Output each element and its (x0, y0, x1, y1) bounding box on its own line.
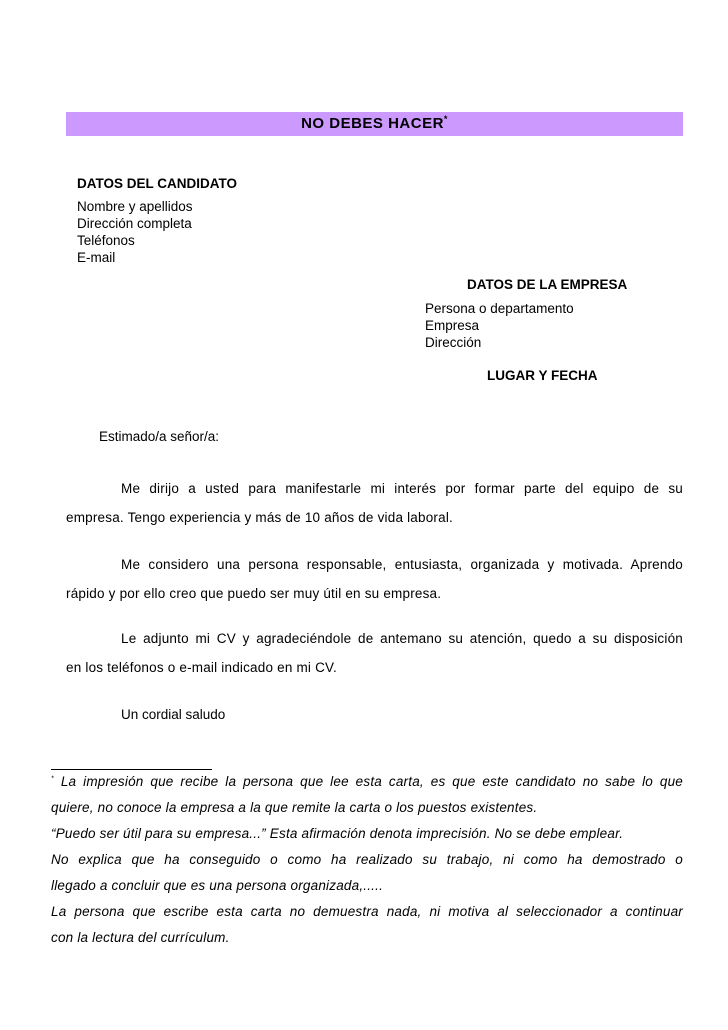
paragraph-1-line-2: empresa. Tengo experiencia y más de 10 años de vida laboral. (66, 510, 453, 525)
footnote-line-6: La persona que escribe esta carta no demuestra nada, ni motiva al seleccionador a continuar (51, 904, 683, 919)
candidate-email-line: E-mail (77, 250, 116, 265)
closing: Un cordial saludo (121, 707, 226, 722)
place-date: LUGAR Y FECHA (487, 368, 598, 383)
company-name-line: Empresa (425, 318, 480, 333)
footnote-line-2: quiere, no conoce la empresa a la que remite la carta o los puestos existentes. (51, 800, 538, 815)
paragraph-3-line-1: Le adjunto mi CV y agradeciéndole de antemano su atención, quedo a su disposición (121, 631, 683, 646)
company-heading: DATOS DE LA EMPRESA (467, 277, 628, 292)
company-person-line: Persona o departamento (425, 301, 574, 316)
paragraph-2-line-1: Me considero una persona responsable, entusiasta, organizada y motivada. Aprendo (121, 557, 683, 572)
footnote-line-5: llegado a concluir que es una persona organizada,..... (51, 878, 384, 893)
candidate-heading: DATOS DEL CANDIDATO (77, 176, 238, 191)
company-address-line: Dirección (425, 335, 482, 350)
page-title-text: NO DEBES HACER (301, 115, 444, 132)
paragraph-2-line-2: rápido y por ello creo que puedo ser muy útil en su empresa. (66, 586, 442, 601)
footnote-line-3: “Puedo ser útil para su empresa...” Esta afirmación denota imprecisión. No se debe emplear. (51, 826, 624, 841)
candidate-name-line: Nombre y apellidos (77, 199, 193, 214)
paragraph-3-line-2: en los teléfonos o e-mail indicado en mi CV. (66, 660, 337, 675)
footnote-line-4: No explica que ha conseguido o como ha realizado su trabajo, ni como ha demostrado o (51, 852, 683, 867)
letter-paragraph (66, 624, 683, 682)
title-footnote-mark: * (443, 114, 448, 124)
footnote-line-7: con la lectura del currículum. (51, 930, 230, 945)
letter-paragraph (66, 550, 683, 608)
candidate-phones-line: Teléfonos (77, 233, 135, 248)
footnote (51, 769, 683, 951)
page-title (66, 115, 683, 132)
paragraph-1-line-1: Me dirijo a usted para manifestarle mi interés por formar parte del equipo de su (121, 481, 683, 496)
title-banner (66, 112, 683, 136)
footnote-marker: * (51, 775, 54, 783)
footnote-line-1: La impresión que recibe la persona que lee esta carta, es que este candidato no sabe lo que (60, 774, 684, 789)
letter-paragraph (66, 474, 683, 532)
greeting: Estimado/a señor/a: (99, 429, 220, 444)
candidate-address-line: Dirección completa (77, 216, 192, 231)
